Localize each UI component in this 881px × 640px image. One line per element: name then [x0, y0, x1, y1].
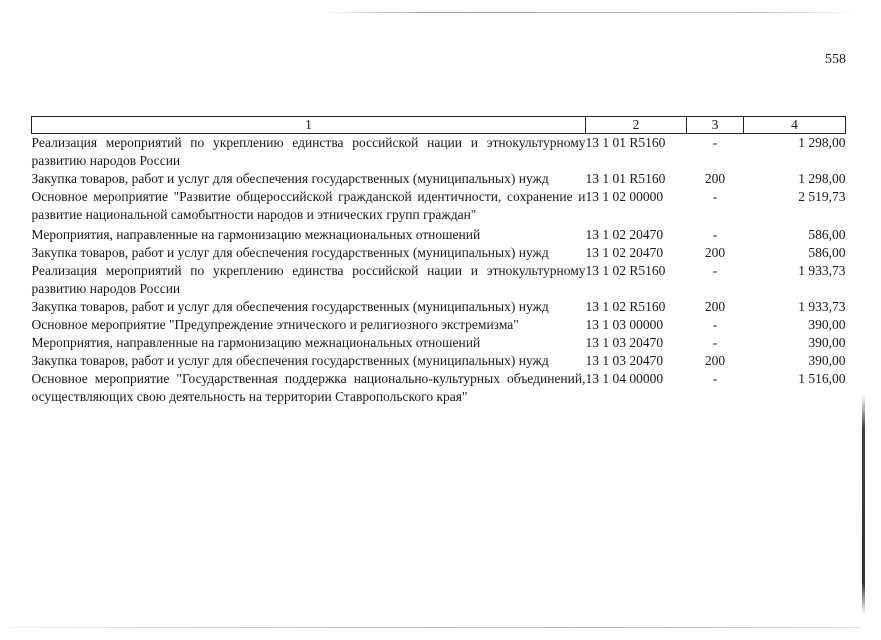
- row-amount: 1 933,73: [798, 263, 846, 278]
- scan-artifact-bottom: [10, 627, 860, 628]
- column-header-2: 2: [586, 117, 687, 134]
- table-row: [32, 298, 846, 316]
- row-code: 13 1 02 R5160: [585, 299, 666, 314]
- row-name: Мероприятия, направленные на гармонизацию межнациональных отношений: [31, 227, 481, 242]
- row-amount: 1 933,73: [798, 299, 846, 314]
- row-type: 200: [704, 245, 726, 260]
- row-type: -: [712, 263, 718, 278]
- row-type: -: [712, 371, 718, 386]
- table-header: [32, 117, 846, 134]
- table-row: [32, 262, 846, 298]
- column-header-1: 1: [32, 117, 586, 134]
- table-row: [32, 244, 846, 262]
- row-amount: 390,00: [808, 353, 846, 368]
- table-row: [32, 316, 846, 334]
- table-row: [32, 352, 846, 370]
- table-row: [32, 334, 846, 352]
- budget-table: [31, 116, 846, 406]
- row-amount: 1 516,00: [798, 371, 846, 386]
- row-code: 13 1 03 20470: [585, 353, 664, 368]
- row-amount: 390,00: [808, 317, 846, 332]
- row-name: Закупка товаров, работ и услуг для обеспечения государственных (муниципальных) нужд: [31, 171, 549, 186]
- row-type: 200: [704, 171, 726, 186]
- row-type: -: [712, 135, 718, 150]
- table-row: [32, 170, 846, 188]
- row-amount: 2 519,73: [798, 189, 846, 204]
- column-header-4: 4: [744, 117, 846, 134]
- column-header-3: 3: [687, 117, 744, 134]
- row-name: Реализация мероприятий по укреплению единства российской нации и этнокультурному развитию народов России: [31, 263, 586, 296]
- row-name: Закупка товаров, работ и услуг для обеспечения государственных (муниципальных) нужд: [31, 353, 549, 368]
- row-code: 13 1 03 20470: [585, 335, 664, 350]
- row-amount: 1 298,00: [798, 171, 846, 186]
- row-code: 13 1 01 R5160: [585, 171, 666, 186]
- row-code: 13 1 02 R5160: [585, 263, 666, 278]
- row-name: Основное мероприятие "Государственная поддержка национально-культурных объединений, осуществляющих свою деятельность на территории Ставропольского края": [31, 371, 586, 404]
- row-code: 13 1 03 00000: [585, 317, 664, 332]
- row-amount: 390,00: [808, 335, 846, 350]
- row-type: -: [712, 189, 718, 204]
- row-code: 13 1 04 00000: [585, 371, 664, 386]
- page-number: 558: [825, 52, 846, 67]
- row-name: Закупка товаров, работ и услуг для обеспечения государственных (муниципальных) нужд: [31, 245, 549, 260]
- row-type: -: [712, 335, 718, 350]
- table-body: [32, 134, 846, 407]
- row-code: 13 1 02 20470: [585, 245, 664, 260]
- header-row: [32, 117, 846, 134]
- row-name: Основное мероприятие "Предупреждение этнического и религиозного экстремизма": [31, 317, 519, 332]
- row-amount: 586,00: [808, 227, 846, 242]
- table-row: [32, 188, 846, 226]
- row-amount: 1 298,00: [798, 135, 846, 150]
- row-type: -: [712, 317, 718, 332]
- row-name: Мероприятия, направленные на гармонизацию межнациональных отношений: [31, 335, 481, 350]
- row-name: Основное мероприятие "Развитие общероссийской гражданской идентичности, сохранение и развитие национальной самобытности народов и этнических групп граждан": [31, 189, 586, 222]
- table-row: [32, 134, 846, 171]
- scan-artifact-top: [320, 12, 860, 13]
- row-code: 13 1 02 00000: [585, 189, 664, 204]
- table-row: [32, 370, 846, 406]
- row-name: Реализация мероприятий по укреплению единства российской нации и этнокультурному развитию народов России: [31, 135, 586, 168]
- row-amount: 586,00: [808, 245, 846, 260]
- row-type: 200: [704, 299, 726, 314]
- row-type: 200: [704, 353, 726, 368]
- table-row: [32, 226, 846, 244]
- row-name: Закупка товаров, работ и услуг для обеспечения государственных (муниципальных) нужд: [31, 299, 549, 314]
- row-code: 13 1 01 R5160: [585, 135, 666, 150]
- row-code: 13 1 02 20470: [585, 227, 664, 242]
- row-type: -: [712, 227, 718, 242]
- scan-artifact-right-edge: [862, 395, 865, 615]
